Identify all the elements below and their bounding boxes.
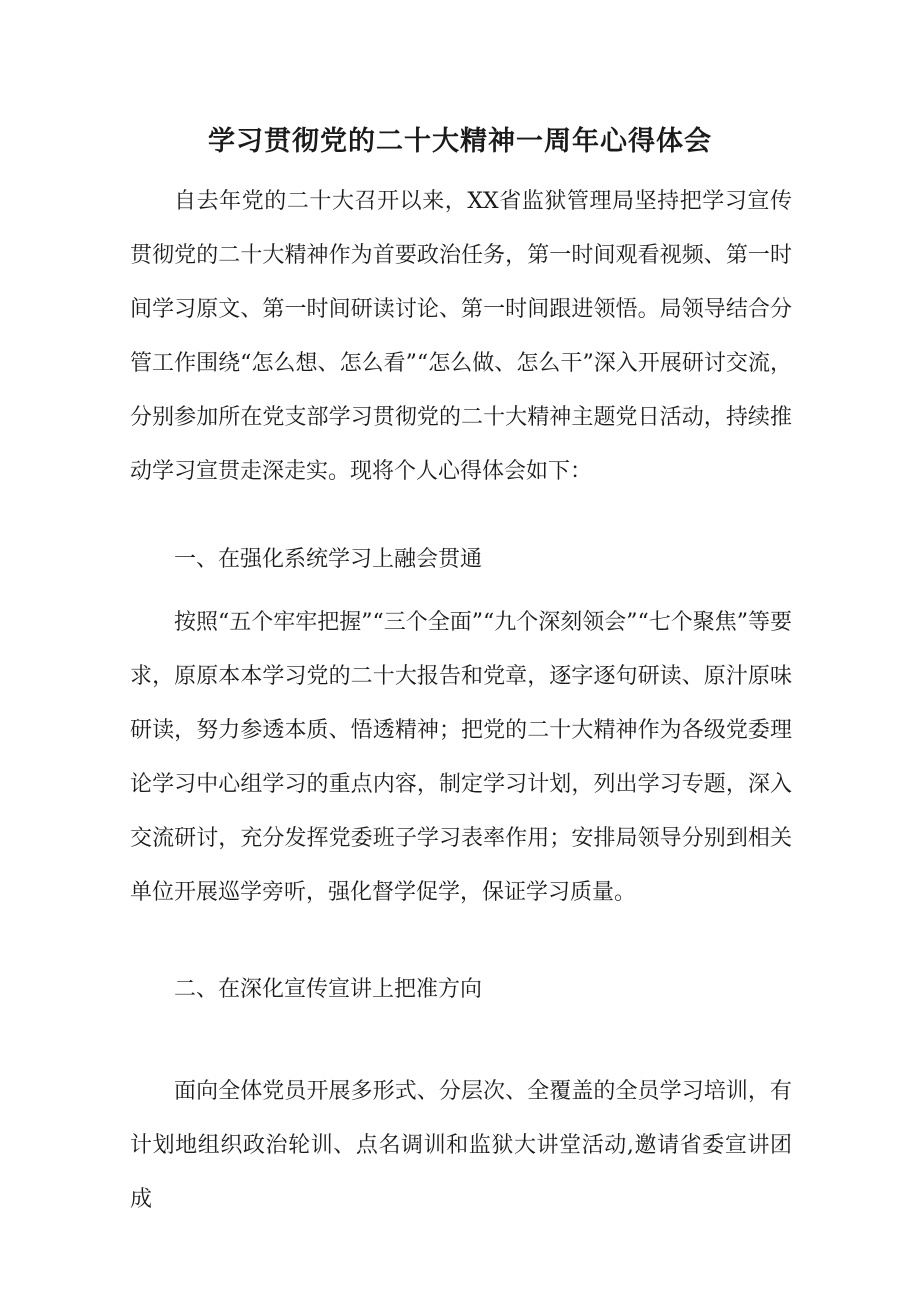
paragraph-section-2: 面向全体党员开展多形式、分层次、全覆盖的全员学习培训，有计划地组织政治轮训、点名调训和监狱大讲堂活动,邀请省委宣讲团成 bbox=[130, 1079, 792, 1212]
paragraph-section-1: 按照“五个牢牢把握”“三个全面”“九个深刻领会”“七个聚焦”等要求，原原本本学习党的二十大报告和党章，逐字逐句研读、原汁原味研读，努力参透本质、悟透精神；把党的二十大精神作为各级党委理论学习中心组学习的重点内容，制定学习计划，列出学习专题，深入交流研讨，充分发挥党委班子学习表率作用；安排局领导分别到相关单位开展巡学旁听，强化督学促学，保证学习质量。 bbox=[130, 610, 792, 905]
paragraph-intro: 自去年党的二十大召开以来，XX省监狱管理局坚持把学习宣传贯彻党的二十大精神作为首要政治任务，第一时间观看视频、第一时间学习原文、第一时间研读讨论、第一时间跟进领悟。局领导结合分管工作围绕“怎么想、怎么看”“怎么做、怎么干”深入开展研讨交流，分别参加所在党支部学习贯彻党的二十大精神主题党日活动，持续推动学习宣贯走深走实。现将个人心得体会如下： bbox=[130, 189, 792, 484]
document-title: 学习贯彻党的二十大精神一周年心得体会 bbox=[208, 126, 712, 157]
section-heading-1: 一、在强化系统学习上融会贯通 bbox=[174, 547, 483, 572]
section-heading-2: 二、在深化宣传宣讲上把准方向 bbox=[174, 977, 483, 1002]
